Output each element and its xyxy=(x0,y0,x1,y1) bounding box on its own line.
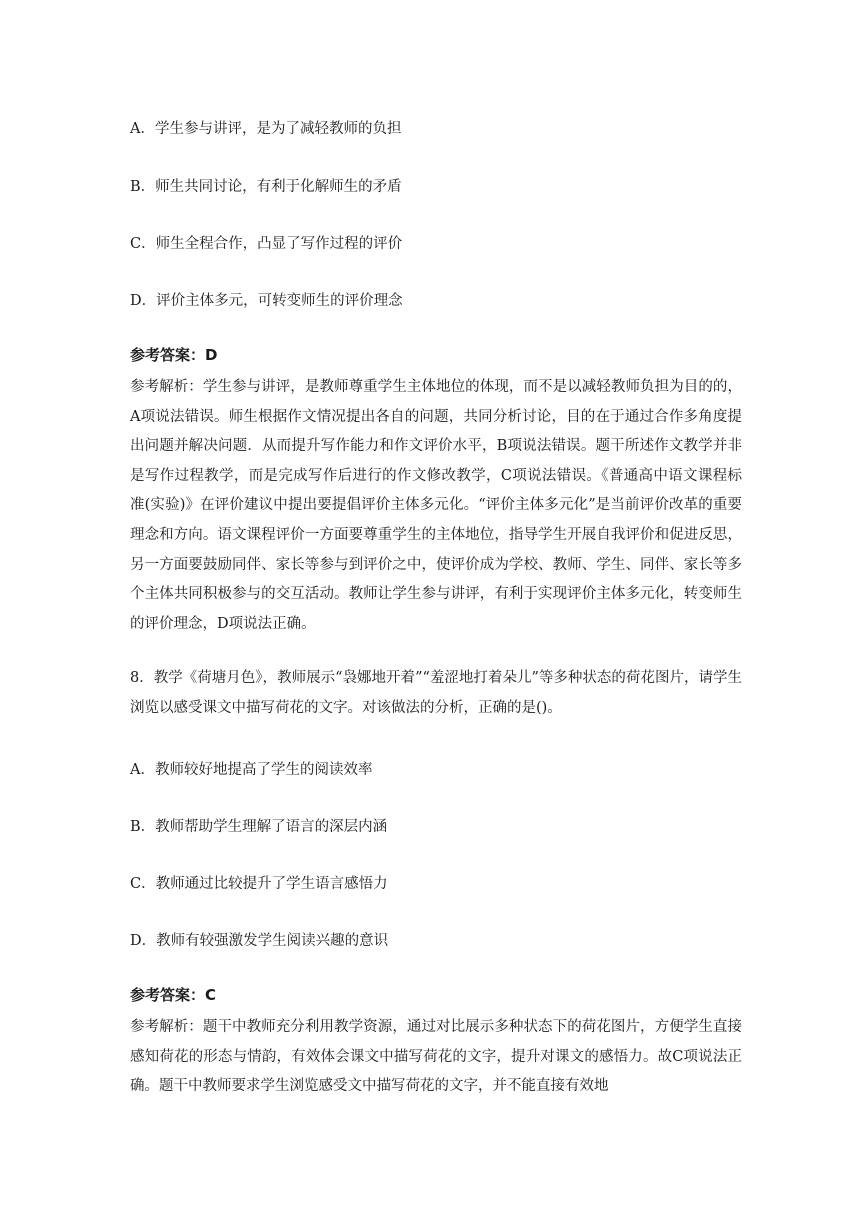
q8-stem: 8．教学《荷塘月色》，教师展示“袅娜地开着”“羞涩地打着朵儿”等多种状态的荷花图片，请学生浏览以感受课文中描写荷花的文字。对该做法的分析，正确的是()。 xyxy=(130,670,742,716)
q8-option-b: B．教师帮助学生理解了语言的深层内涵 xyxy=(130,819,388,835)
q8-option-a: A．教师较好地提高了学生的阅读效率 xyxy=(130,762,373,778)
q7-option-a: A．学生参与讲评，是为了减轻教师的负担 xyxy=(130,121,402,137)
q8-analysis: 参考解析：题干中教师充分利用教学资源，通过对比展示多种状态下的荷花图片，方便学生直接感知荷花的形态与情韵，有效体会课文中描写荷花的文字，提升对课文的感悟力。故C项说法正确。题干中教师要求学生浏览感受文中描写荷花的文字，并不能直接有效地 xyxy=(130,1019,742,1095)
q7-option-c: C．师生全程合作，凸显了写作过程的评价 xyxy=(130,236,403,252)
q8-option-c: C．教师通过比较提升了学生语言感悟力 xyxy=(130,876,388,892)
q7-analysis: 参考解析：学生参与讲评，是教师尊重学生主体地位的体现，而不是以减轻教师负担为目的的，A项说法错误。师生根据作文情况提出各自的问题，共同分析讨论，目的在于通过合作多角度提出问题并解决问题．从而提升写作能力和作文评价水平，B项说法错误。题干所述作文教学并非是写作过程教学，而是完成写作后进行的作文修改教学，C项说法错误。《普通高中语文课程标准(实验)》在评价建议中提出要提倡评价主体多元化。“评价主体多元化”是当前评价改革的重要理念和方向。语文课程评价一方面要尊重学生的主体地位，指导学生开展自我评价和促进反思，另一方面要鼓励同伴、家长等参与到评价之中，使评价成为学校、教师、学生、同伴、家长等多个主体共同积极参与的交互活动。教师让学生参与讲评，有利于实现评价主体多元化，转变师生的评价理念，D项说法正确。 xyxy=(130,379,742,632)
q7-option-d: D．评价主体多元，可转变师生的评价理念 xyxy=(130,293,403,309)
q7-option-b: B．师生共同讨论，有利于化解师生的矛盾 xyxy=(130,179,402,195)
q8-answer: 参考答案：C xyxy=(130,986,217,1004)
q8-option-d: D．教师有较强激发学生阅读兴趣的意识 xyxy=(130,933,389,949)
q7-answer: 参考答案：D xyxy=(130,346,218,364)
